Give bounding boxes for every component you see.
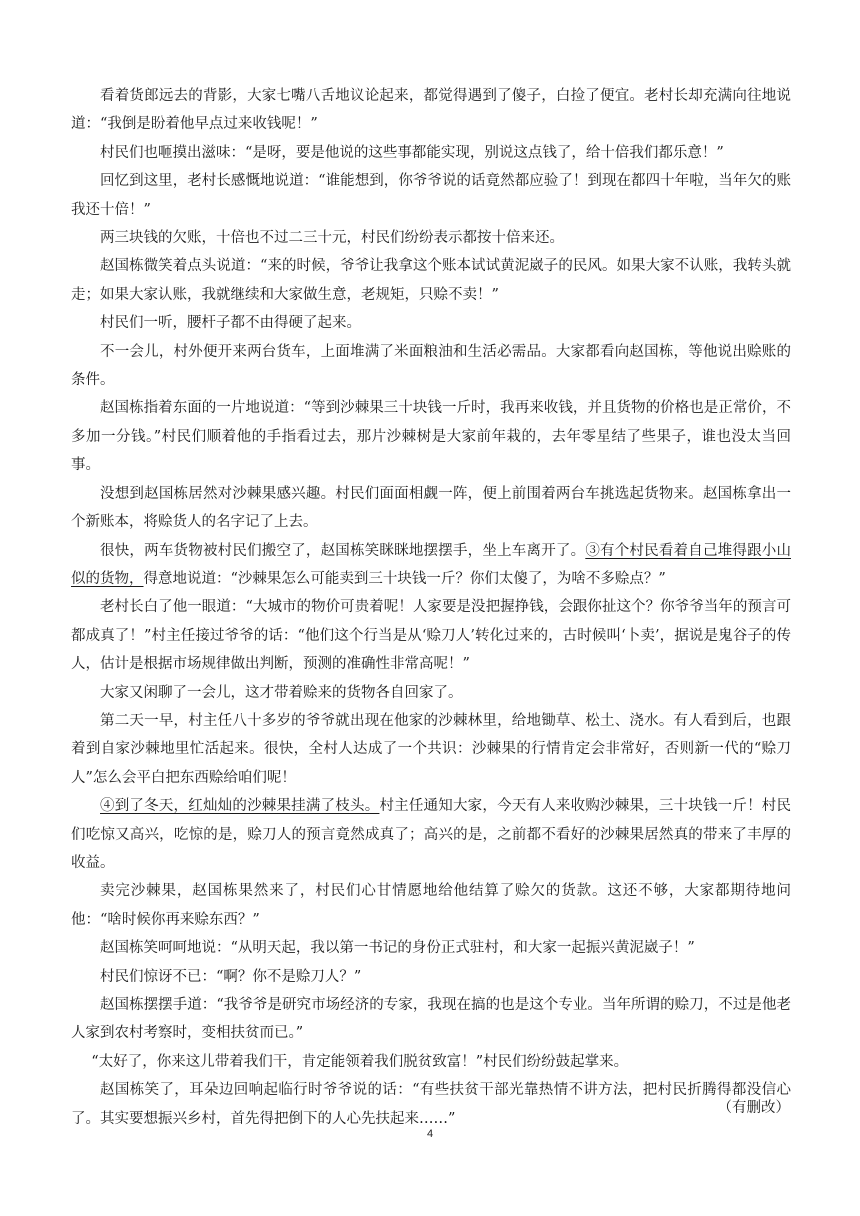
paragraph-with-underline-3 — [71, 537, 791, 594]
paragraph: 村民们一听，腰杆子都不由得硬了起来。 — [100, 315, 361, 332]
paragraph: 赵国栋摆摆手道：“我爷爷是研究市场经济的专家，我现在搞的也是这个专业。当年所谓的赊刀，不过是他老人家到农村考察时，变相扶贫而已。” — [71, 997, 791, 1042]
paragraph: 没想到赵国栋居然对沙棘果感兴趣。村民们面面相觑一阵，便上前围着两台车挑选起货物来。赵国栋拿出一个新账本，将赊货人的名字记了上去。 — [71, 485, 791, 531]
underlined-sentence-3: ③有个村民看着自己堆得跟小山似的货物， — [71, 542, 791, 587]
paragraph: 老村长白了他一眼道：“大城市的物价可贵着呢！人家要是没把握挣钱，会跟你扯这个？你爷爷当年的预言可都成真了！”村主任接过爷爷的话：“他们这个行当是从‘赊刀人’转化过来的，古时候叫‘卜卖’，据说是鬼谷子的传人，估计是根据市场规律做出判断，预测的准确性非常高呢！” — [71, 599, 791, 673]
page-number: 4 — [426, 1128, 434, 1140]
text-segment: 很快，两车货物被村民们搬空了，赵国栋笑眯眯地摆摆手，坐上车离开了。 — [100, 542, 586, 559]
source-note: （有删改） — [717, 1100, 790, 1116]
text-segment: 村主任通知大家，今天有人来收购沙棘果，三十块钱一斤！村民们吃惊又高兴，吃惊的是，赊刀人的预言竟然成真了；高兴的是，之前都不看好的沙棘果居然真的带来了丰厚的收益。 — [71, 798, 792, 871]
paragraph: 村民们惊讶不已：“啊？你不是赊刀人？” — [100, 968, 362, 985]
paragraph: 村民们也咂摸出滋味：“是呀，要是他说的这些事都能实现，别说这点钱了，给十倍我们都乐意！” — [100, 144, 724, 161]
paragraph: “太好了，你来这儿带着我们干，肯定能领着我们脱贫致富！”村民们纷纷鼓起掌来。 — [91, 1053, 629, 1070]
paragraph: 赵国栋笑了，耳朵边回响起临行时爷爷说的话：“有些扶贫干部光靠热情不讲方法，把村民折腾得都没信心了。其实要想振兴乡村，首先得把倒下的人心先扶起来……” — [71, 1082, 791, 1127]
paragraph: 回忆到这里，老村长感慨地说道：“谁能想到，你爷爷说的话竟然都应验了！到现在都四十年啦，当年欠的账我还十倍！” — [71, 173, 791, 218]
text-segment: 得意地说道：“沙棘果怎么可能卖到三十块钱一斤？你们太傻了，为啥不多赊点？” — [143, 570, 666, 587]
underlined-sentence-4: ④到了冬天，红灿灿的沙棘果挂满了枝头。 — [100, 798, 380, 815]
story-text — [71, 82, 791, 1133]
paragraph: 赵国栋指着东面的一片地说道：“等到沙棘果三十块钱一斤时，我再来收钱，并且货物的价格也是正常价，不多加一分钱。”村民们顺着他的手指看过去，那片沙棘树是大家前年栽的，去年零星结了些果子，谁也没太当回事。 — [71, 400, 791, 474]
paragraph: 两三块钱的欠账，十倍也不过二三十元，村民们纷纷表示都按十倍来还。 — [100, 230, 564, 247]
paragraph-with-underline-4 — [71, 792, 791, 877]
paragraph: 第二天一早，村主任八十多岁的爷爷就出现在他家的沙棘林里，给地锄草、松土、浇水。有人看到后，也跟着到自家沙棘地里忙活起来。很快，全村人达成了一个共识：沙棘果的行情肯定会非常好，否则新一代的“赊刀人”怎么会平白把东西赊给咱们呢！ — [71, 712, 791, 786]
paragraph: 大家又闲聊了一会儿，这才带着赊来的货物各自回家了。 — [100, 684, 463, 701]
paragraph: 赵国栋微笑着点头说道：“来的时候，爷爷让我拿这个账本试试黄泥崴子的民风。如果大家不认账，我转头就走；如果大家认账，我就继续和大家做生意，老规矩，只赊不卖！” — [71, 258, 791, 303]
paragraph: 看着货郎远去的背影，大家七嘴八舌地议论起来，都觉得遇到了傻子，白捡了便宜。老村长却充满向往地说道：“我倒是盼着他早点过来收钱呢！” — [71, 88, 791, 133]
paragraph: 不一会儿，村外便开来两台货车，上面堆满了米面粮油和生活必需品。大家都看向赵国栋，等他说出赊账的条件。 — [71, 343, 791, 389]
paragraph: 赵国栋笑呵呵地说：“从明天起，我以第一书记的身份正式驻村，和大家一起振兴黄泥崴子！” — [100, 940, 695, 957]
paragraph: 卖完沙棘果，赵国栋果然来了，村民们心甘情愿地给他结算了赊欠的货款。这还不够，大家都期待地问他：“啥时候你再来赊东西？” — [71, 883, 791, 928]
